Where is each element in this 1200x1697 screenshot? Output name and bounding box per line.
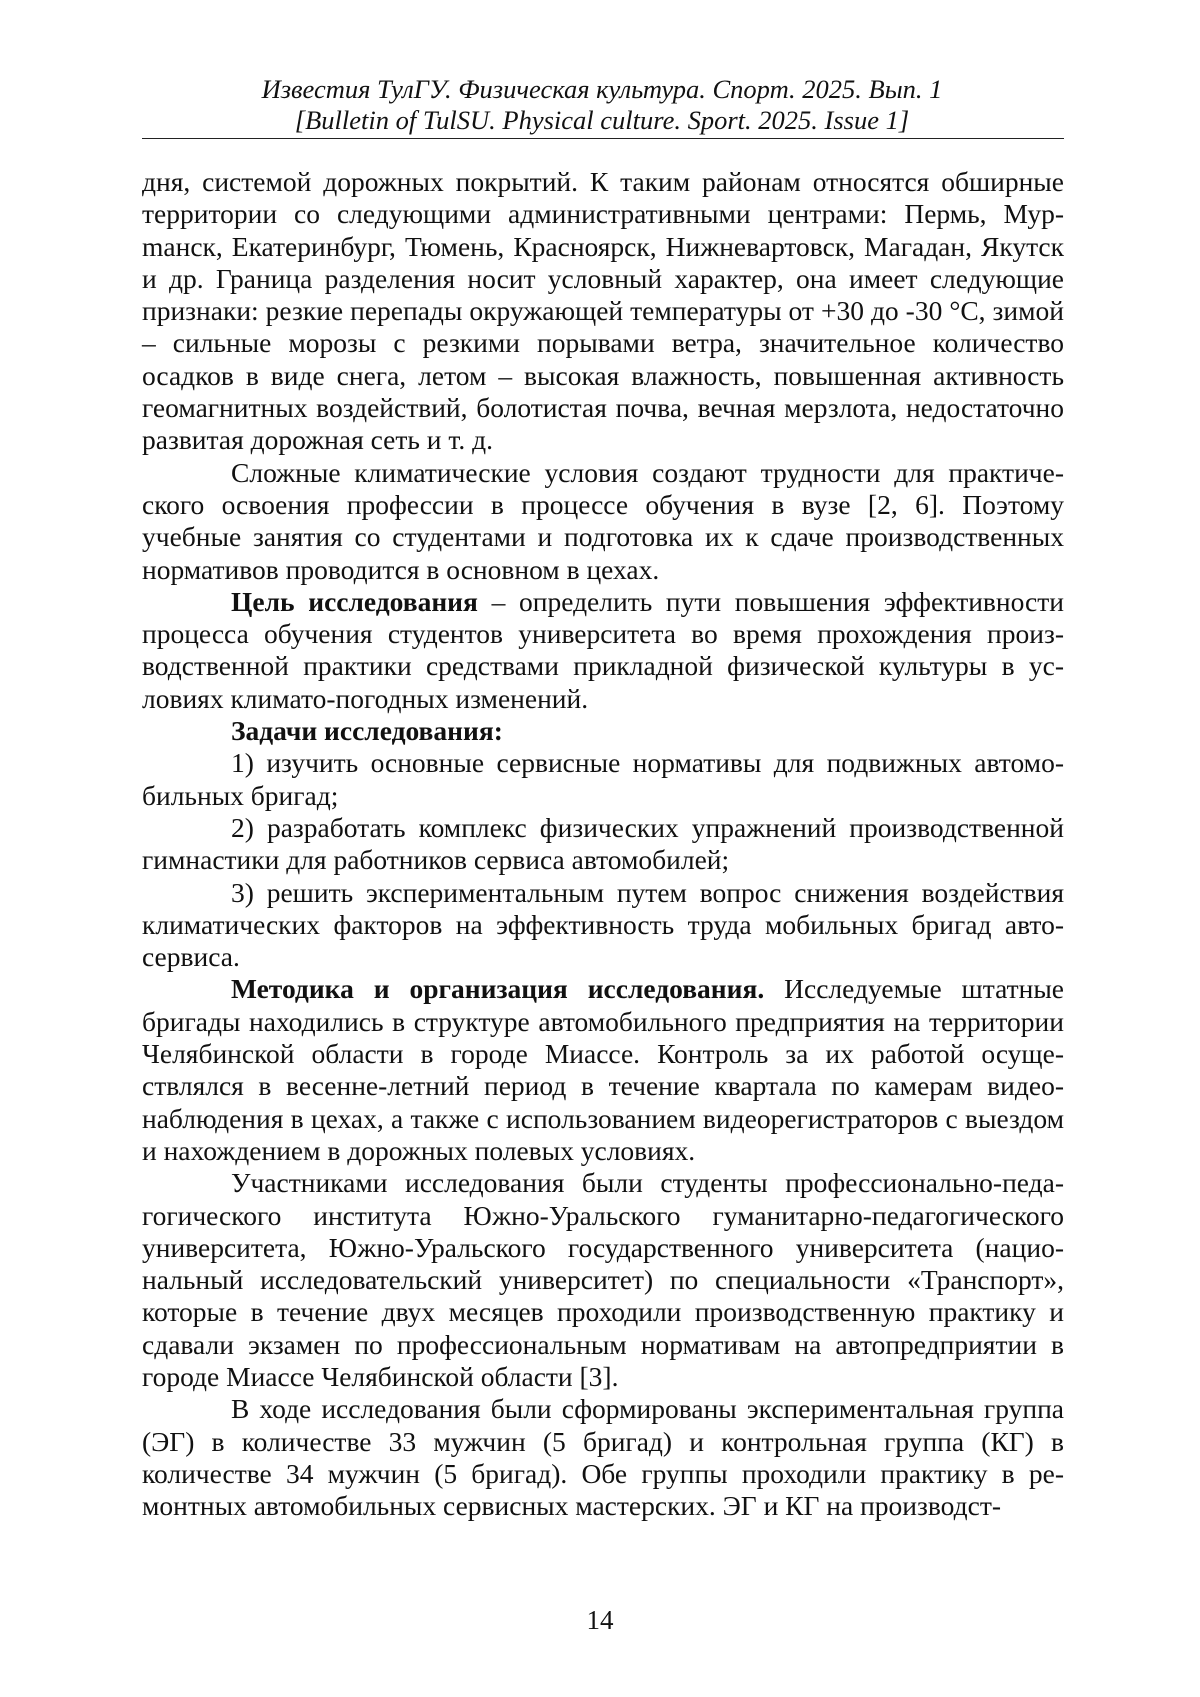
research-goal-heading: Цель исследования [231, 585, 478, 617]
task-item-1: 1) изучить основные сервисные нормативы для подвижных автомобильных бригад; [142, 747, 1064, 811]
research-goal-text: – определить пути повышения эффективности процесса обучения студентов университета во время прохождения производственной практики средствами прикладной физической культуры в условиях климато-погодных изменений. [142, 585, 1065, 714]
journal-title-en: [Bulletin of TulSU. Physical culture. Sport. 2025. Issue 1] [294, 105, 910, 135]
paragraph-research-goal [142, 586, 1064, 715]
methodology-text: Исследуемые штатные бригады находились в структуре автомобильного предприятия на территории Челябинской области в городе Миассе. Контроль за их работой осуществлялся в весенне-летний период в течение квартала по камерам видеонаблюдения в цехах, а также с использованием видеорегистраторов с выездом и нахождением в дорожных полевых условиях. [142, 973, 1065, 1166]
paragraph: В ходе исследования были сформированы экспериментальная группа (ЭГ) в количестве 33 мужчин (5 бригад) и контрольная группа (КГ) в количестве 34 мужчин (5 бригад). Обе группы проходили практику в ремонтных автомобильных сервисных мастерских. ЭГ и КГ на производст- [142, 1393, 1064, 1522]
task-item-2: 2) разработать комплекс физических упражнений производственной гимнастики для работников сервиса автомобилей; [142, 811, 1064, 876]
page-number: 14 [586, 1605, 614, 1635]
paragraph-methodology [142, 973, 1064, 1167]
paragraph: дня, системой дорожных покрытий. К таким районам относятся обширные территории со следующими административными центрами: Пермь, Мурmанск, Екатеринбург, Тюмень, Красноярск, Нижневартовск, Магадан, Якутск и др. Граница разделения носит условный характер, она имеет следующие признаки: резкие перепады окружающей температуры от +30 до -30 °С, зимой – сильные морозы с резкими порывами ветра, значительное количество осадков в виде снега, летом – высокая влажность, повышенная активность геомагнитных воздействий, болотистая почва, вечная мерзлота, недостаточно развитая дорожная сеть и т. д. [142, 166, 1064, 456]
research-tasks-heading: Задачи исследования: [231, 715, 503, 747]
body-text [142, 166, 1064, 1522]
running-header [142, 74, 1062, 136]
journal-title-ru: Известия ТулГУ. Физическая культура. Спорт. 2025. Вып. 1 [261, 74, 943, 104]
task-item-3: 3) решить экспериментальным путем вопрос снижения воздействия климатических факторов на эффективность труда мобильных бригад автосервиса. [142, 876, 1064, 973]
header-divider [142, 138, 1064, 139]
paragraph: Сложные климатические условия создают трудности для практического освоения профессии в процессе обучения в вузе [2, 6]. Поэтому учебные занятия со студентами и подготовка их к сдаче производственных нормативов проводится в основном в цехах. [142, 456, 1064, 585]
paragraph: Участниками исследования были студенты профессионально-педагогического института Южно-Уральского гуманитарно-педагогического университета, Южно-Уральского государственного университета (национальный исследовательский университет) по специальности «Транспорт», которые в течение двух месяцев проходили производственную практику и сдавали экзамен по профессиональным нормативам на автопредприятии в городе Миассе Челябинской области [3]. [142, 1167, 1064, 1392]
paragraph-research-tasks [142, 715, 1064, 747]
methodology-heading: Методика и организация исследования. [231, 973, 765, 1005]
